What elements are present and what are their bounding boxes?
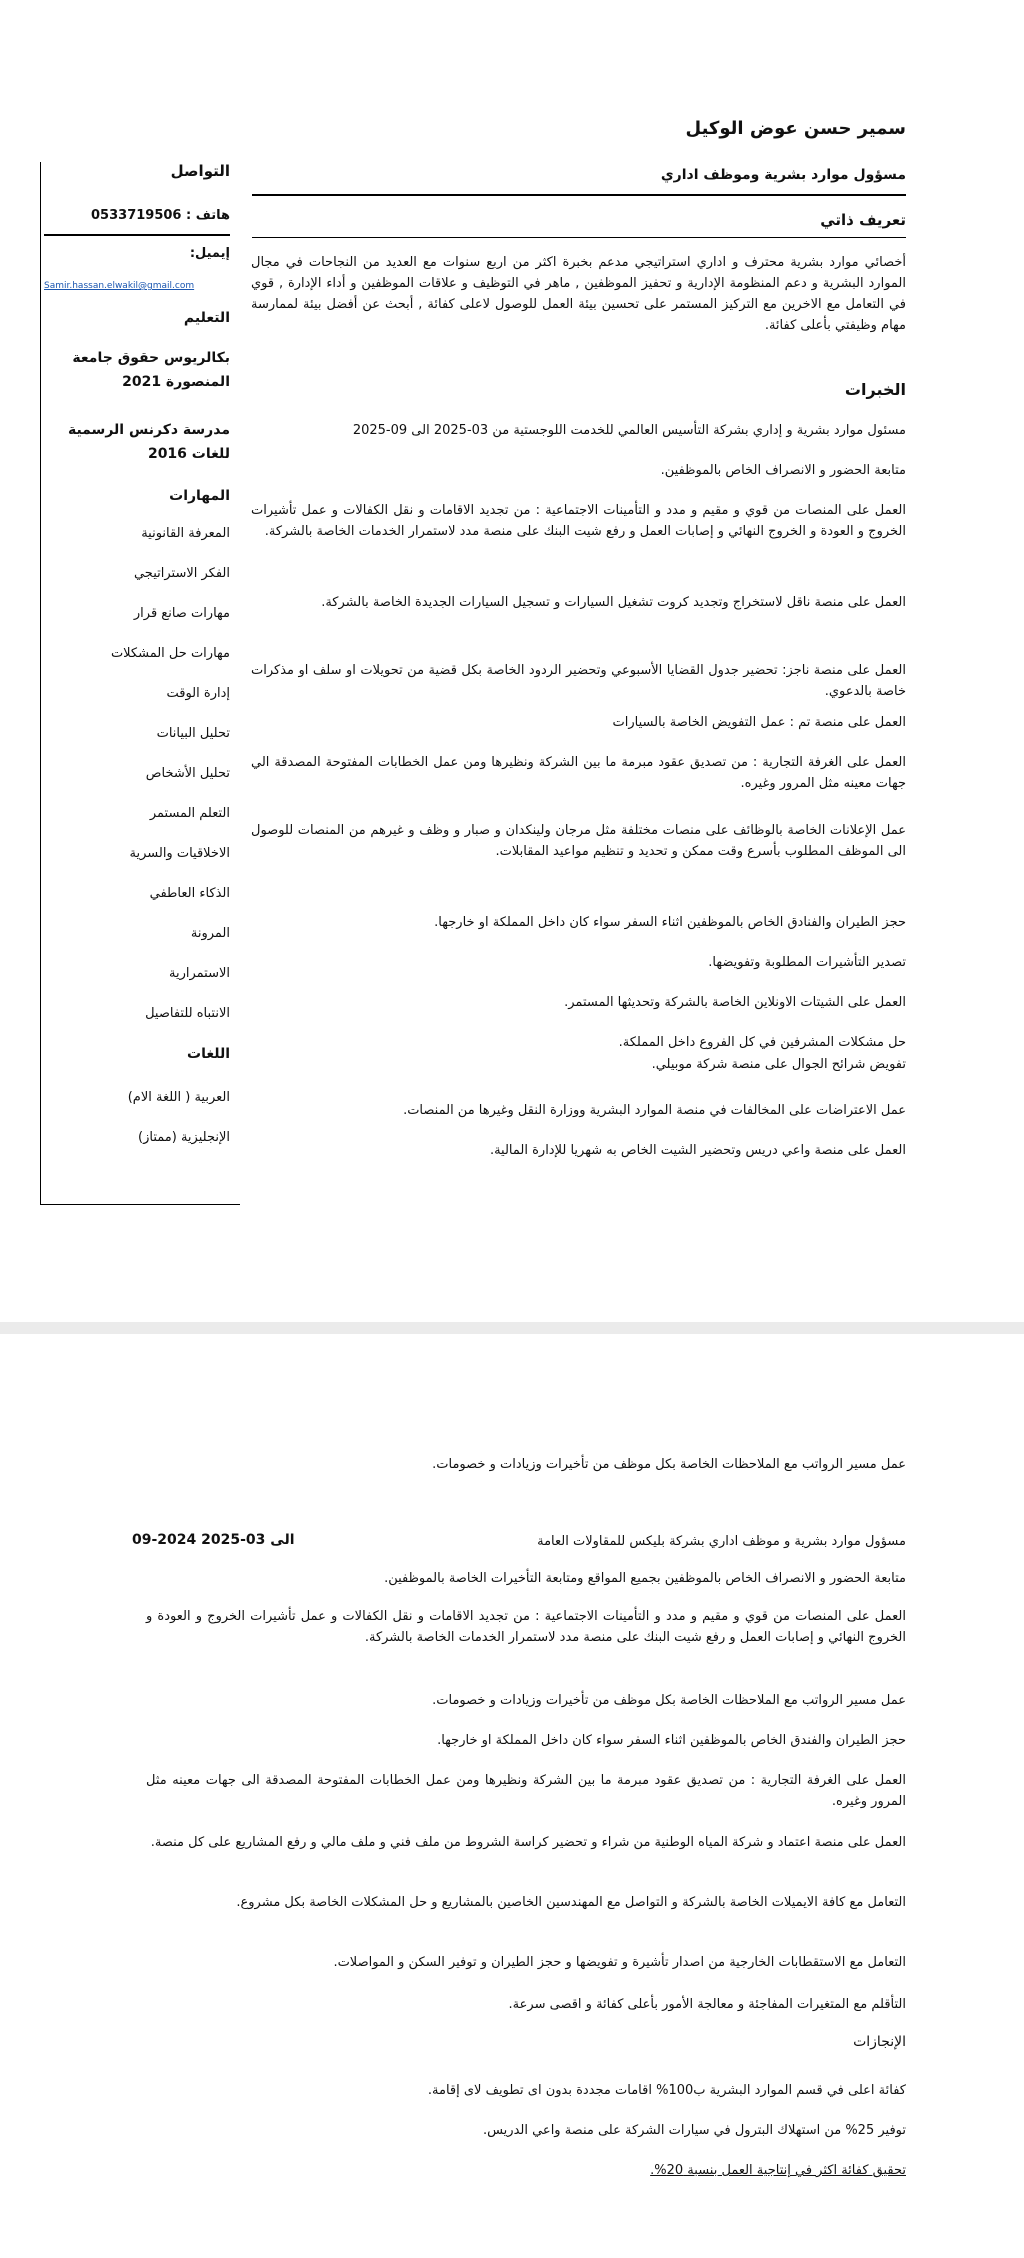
skill-item: التعلم المستمر (149, 806, 230, 821)
job2-item: التعامل مع الاستقطابات الخارجية من اصدار تأشيرة و تفويضها و حجز الطيران و توفير السكن و المواصلات. (333, 1955, 906, 1970)
profile-text: أخصائي موارد بشرية محترف و اداري استراتيجي مدعم بخبرة اكثر من اربع سنوات مع العديد من النجاحات في مجال الموارد البشرية و دعم المنظومة الإدارية و تحفيز الموظفين , ماهر في التوظيف و علاقات الموظفين و أداء الإدارة , قوي في التعامل مع الاخرين مع التركيز المستمر على تحسين بيئة العمل للوصول لاعلى كفائة , أبحث عن أفضل بيئة لممارسة مهام وظيفتي بأعلى كفائة. (251, 255, 906, 333)
profile-divider (252, 237, 906, 238)
achievement-item: تحقيق كفائة اكثر في إنتاجية العمل بنسبة 20%. (650, 2163, 906, 2178)
job2-item: حجز الطيران والفندق الخاص بالموظفين اثناء السفر سواء كان داخل المملكة او خارجها. (437, 1733, 906, 1748)
languages-title: اللغات (187, 1046, 230, 1062)
language-item: العربية ( اللغة الام) (127, 1090, 230, 1105)
contact-divider (44, 234, 230, 236)
job1-item: العمل على المنصات من قوي و مقيم و مدد و التأمينات الاجتماعية : من تجديد الاقامات و نقل الكفالات و عمل تأشيرات الخروج و العودة و الخروج النهائي و إصابات العمل و رفع شيت البنك على منصة مدد لاستمرار الخدمات الخاصة بالشركة. (251, 503, 906, 539)
candidate-name: سمير حسن عوض الوكيل (685, 118, 906, 139)
job2-item: متابعة الحضور و الانصراف الخاص بالموظفين بجميع المواقع ومتابعة التأخيرات الخاصة بالموظفين. (384, 1571, 906, 1586)
job1-item: تصدير التأشيرات المطلوبة وتفويضها. (708, 955, 906, 970)
job2-item: التأقلم مع المتغيرات المفاجئة و معالجة الأمور بأعلى كفائة و اقصى سرعة. (508, 1997, 906, 2012)
achievement-item: كفائة اعلى في قسم الموارد البشرية ب100% اقامات مجددة بدون اى تطويف لاى إقامة. (427, 2083, 906, 2098)
job1-item: العمل على منصة واعي دريس وتحضير الشيت الخاص به شهريا للإدارة المالية. (489, 1143, 906, 1158)
job2-item: العمل على منصة اعتماد و شركة المياه الوطنية من شراء و تحضير كراسة الشروط من ملف فني و ملف مالي و رفع المشاريع على كل منصة. (150, 1835, 906, 1850)
header-divider (252, 194, 906, 196)
skill-item: الفكر الاستراتيجي (133, 566, 230, 581)
language-item: الإنجليزية (ممتاز) (138, 1130, 230, 1145)
skill-item: المعرفة القانونية (141, 526, 230, 541)
sidebar-bottom-border (40, 1204, 240, 1205)
skill-item: المرونة (190, 926, 230, 941)
job1-item: العمل على منصة ناجز: تحضير جدول القضايا الأسبوعي وتحضير الردود الخاصة بكل قضية من تحويلات او سلف او مذكرات خاصة بالدعوي. (251, 663, 906, 699)
job2-title: مسؤول موارد بشرية و موظف اداري بشركة بليكس للمقاولات العامة (537, 1534, 906, 1549)
job1-item: العمل على الغرفة التجارية : من تصديق عقود مبرمة ما بين الشركة ونظيرها ومن عمل الخطابات المفتوحة المصدقة الي جهات معينه مثل المرور وغيره. (251, 755, 906, 791)
phone-number: هاتف : 0533719506 (91, 208, 230, 223)
skill-item: الاستمرارية (168, 966, 230, 981)
achievements-title: الإنجازات (853, 2034, 906, 2050)
job1-item: عمل الإعلانات الخاصة بالوظائف على منصات مختلفة مثل مرجان ولينكدان و صبار و وظف و غيرهم من المنصات للوصول الى الموظف المطلوب بأسرع وقت ممكن و تحديد و تنظيم مواعيد المقابلات. (251, 823, 906, 859)
skill-item: تحليل البيانات (156, 726, 230, 741)
skill-item: مهارات صانع قرار (133, 606, 230, 621)
page2-intro: عمل مسير الرواتب مع الملاحظات الخاصة بكل موظف من تأخيرات وزيادات و خصومات. (432, 1457, 906, 1472)
skill-item: الانتباه للتفاصيل (145, 1006, 230, 1021)
job1-item: متابعة الحضور و الانصراف الخاص بالموظفين. (660, 463, 906, 478)
skill-item: الذكاء العاطفي (149, 886, 230, 901)
job1-item: العمل على منصة تم : عمل التفويض الخاصة بالسيارات (612, 715, 906, 730)
candidate-subtitle: مسؤول موارد بشرية وموظف اداري (660, 167, 906, 183)
achievement-item: توفير 25% من استهلاك البترول في سيارات الشركة على منصة واعي الدريس. (482, 2123, 906, 2138)
email-label: إيميل: (189, 246, 230, 261)
skill-item: إدارة الوقت (166, 686, 230, 701)
job1-title: مسئول موارد بشرية و إداري بشركة التأسيس العالمي للخدمت اللوجستية من 03-2025 الى 09-2025 (352, 423, 906, 438)
job2-item: التعامل مع كافة الايميلات الخاصة بالشركة و التواصل مع المهندسين الخاصين بالمشاريع و حل المشكلات الخاصة بكل مشروع. (236, 1895, 906, 1910)
job2-item: عمل مسير الرواتب مع الملاحظات الخاصة بكل موظف من تأخيرات وزيادات و خصومات. (432, 1693, 906, 1708)
job1-item: عمل الاعتراضات على المخالفات في منصة الموارد البشرية ووزارة النقل وغيرها من المنصات. (403, 1103, 906, 1118)
job2-dates: 09-2024 الى 03-2025 (132, 1532, 295, 1548)
education-degree: بكالريوس حقوق جامعة المنصورة 2021 (72, 350, 230, 390)
skill-item: مهارات حل المشكلات (110, 646, 230, 661)
profile-title: تعريف ذاتي (820, 211, 906, 229)
job1-item: تفويض شرائح الجوال على منصة شركة موبيلي. (651, 1057, 906, 1072)
email-link[interactable]: Samir.hassan.elwakil@gmail.com (44, 281, 195, 291)
skill-item: الاخلاقيات والسرية (129, 846, 230, 861)
education-school: مدرسة دكرنس الرسمية للغات 2016 (67, 422, 230, 462)
job2-item: العمل على المنصات من قوي و مقيم و مدد و التأمينات الاجتماعية : من تجديد الاقامات و نقل الكفالات و عمل تأشيرات الخروج و العودة و الخروج النهائي و إصابات العمل و رفع شيت البنك على منصة مدد لاستمرار الخدمات الخاصة بالشركة. (146, 1609, 906, 1645)
resume-page-2 (0, 1334, 1024, 2258)
education-title: التعليم (183, 310, 230, 326)
skills-title: المهارات (169, 488, 230, 504)
job1-item: العمل على منصة ناقل لاستخراج وتجديد كروت تشغيل السيارات و تسجيل السيارات الجديدة الخاصة بالشركة. (321, 595, 906, 610)
contact-title: التواصل (170, 162, 230, 180)
skill-item: تحليل الأشخاص (145, 766, 230, 781)
experience-title: الخبرات (844, 380, 906, 399)
job1-item: العمل على الشيتات الاونلاين الخاصة بالشركة وتحديثها المستمر. (564, 995, 906, 1010)
job2-item: العمل على الغرفة التجارية : من تصديق عقود مبرمة ما بين الشركة ونظيرها ومن عمل الخطابات المفتوحة المصدقة الى جهات معينه مثل المرور وغيره. (146, 1773, 906, 1809)
job1-item: حجز الطيران والفنادق الخاص بالموظفين اثناء السفر سواء كان داخل المملكة او خارجها. (434, 915, 906, 930)
job1-item: حل مشكلات المشرفين في كل الفروع داخل المملكة. (618, 1035, 906, 1050)
